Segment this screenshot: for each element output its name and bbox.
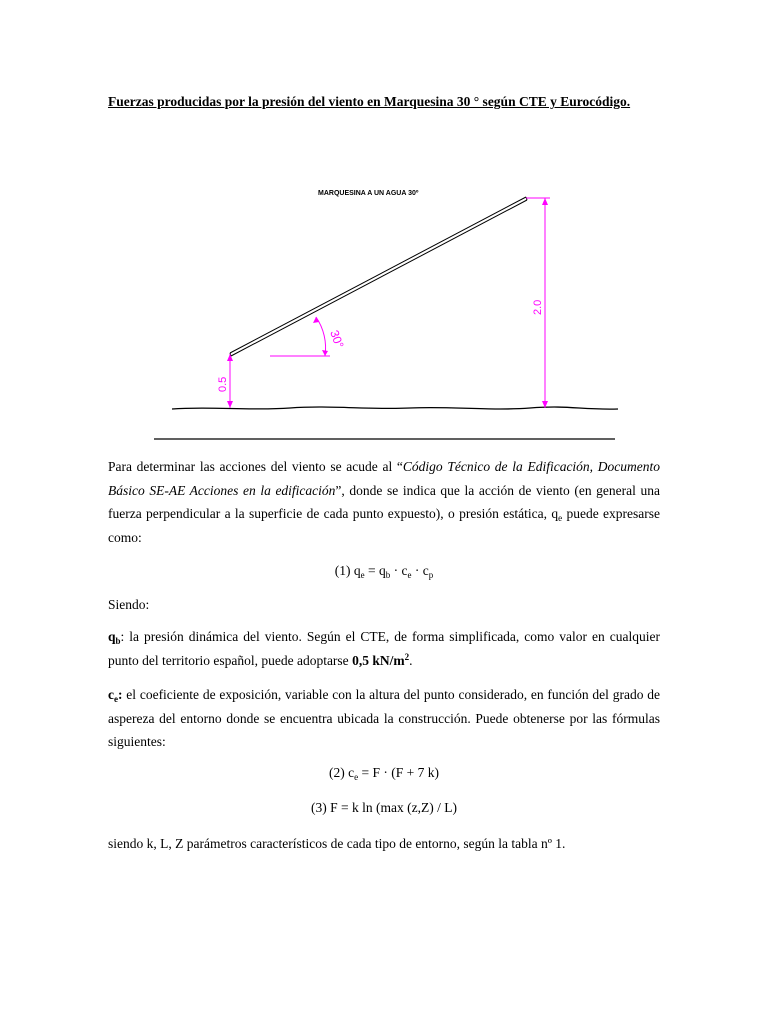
ground-line: [172, 407, 618, 409]
angle-arc: [316, 317, 326, 356]
intro-paragraph: Para determinar las acciones del viento se acude al “Código Técnico de la Edificación, Documento Básico SE-AE Acciones en la edificación”, donde se indica que la acción de viento (en general una fuerza perpendicular a la superficie de cada punto expuesto), o presión estática, $q_e$ puede expresarse como:: [108, 459, 661, 545]
diagram-caption: MARQUESINA A UN AGUA 30º: [318, 190, 419, 197]
cte-reference: Código Técnico de la Edificación, Documento Básico SE-AE Acciones en la edificación: [108, 459, 660, 498]
canopy-diagram: [150, 160, 620, 445]
angle-label: 30°: [327, 328, 347, 351]
document-title: Fuerzas producidas por la presión del viento en Marquesina 30 ° según CTE y Eurocódigo.: [108, 94, 631, 109]
canopy-roof-top: [230, 197, 526, 353]
canopy-drawing: [150, 160, 620, 445]
equation-2: (2) $c_e = F \cdot (F + 7$ k): [329, 765, 439, 782]
equation-3: (3) F = k ln (max (z,Z) / L): [311, 800, 457, 815]
ce-definition: $c_e$: el coeficiente de exposición, variable con la altura del punto considerado, en función del grado de aspereza del entorno donde se encuentra ubicada la construcción. Puede obtenerse por las fórmulas siguientes:: [108, 687, 660, 749]
canopy-roof-bottom: [231, 200, 527, 356]
left-height-label: 0.5: [217, 376, 229, 392]
qb-definition: $q_b$: la presión dinámica del viento. Según el CTE, de forma simplificada, como valor en cualquier punto del territorio español, puede adoptarse 0,5 $kN/m^2$.: [108, 629, 660, 668]
right-height-label: 2.0: [532, 299, 544, 315]
siendo-label: Siendo:: [108, 597, 150, 612]
closing-paragraph: siendo k, L, Z parámetros característicos de cada tipo de entorno, según la tabla nº 1.: [108, 836, 566, 851]
equation-1: (1) $q_e = q_b \cdot c_e \cdot c_p$: [334, 563, 434, 580]
